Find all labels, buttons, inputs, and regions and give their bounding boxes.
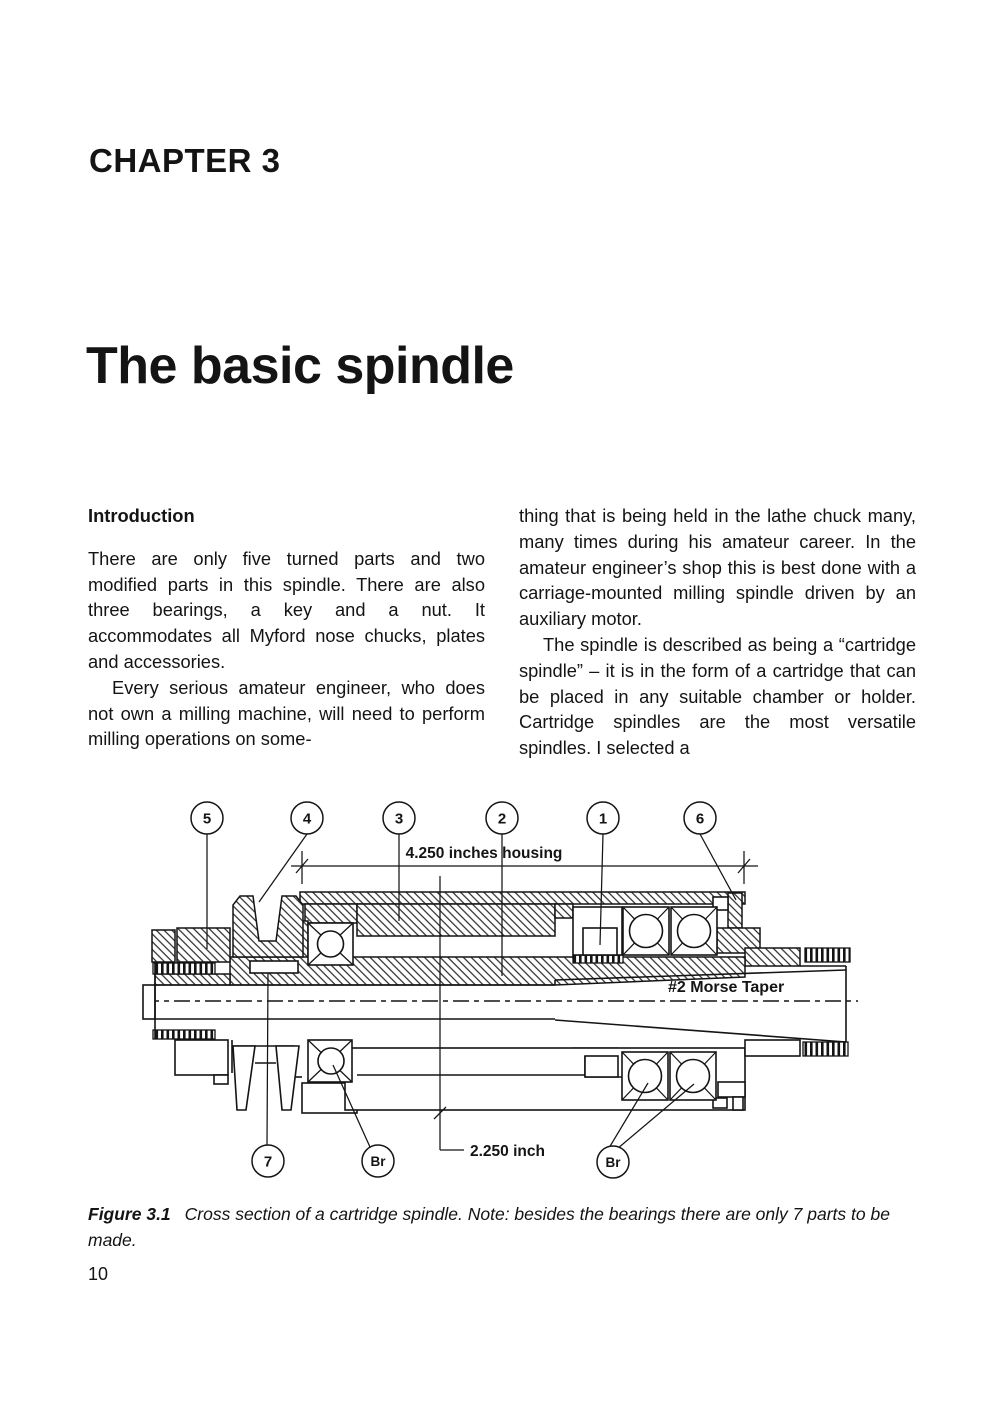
paragraph: thing that is being held in the lathe chuck many, many times during his amateur career. In the amateur engineer’s shop this is best done with a carriage-mounted milling spindle driven by an auxiliary motor. — [519, 505, 916, 630]
callout-5: 5 — [202, 810, 212, 828]
callout-br-right: Br — [605, 1155, 621, 1170]
text-column-right — [519, 503, 916, 761]
paragraph: The spindle is described as being a “cartridge spindle” – it is in the form of a cartridge that can be placed in any suitable chamber or holder. Cartridge spindles are the most versatile spindles. I selected a — [519, 633, 916, 759]
page-title: The basic spindle — [86, 337, 514, 395]
nut-section-hatched — [152, 928, 230, 962]
pulley-section-hatched — [233, 896, 303, 957]
text-column-left — [88, 503, 485, 752]
bearing-spacer — [573, 907, 622, 955]
key-part — [250, 961, 298, 973]
dimension-housing-length — [291, 845, 758, 884]
spindle-cross-section-figure — [140, 790, 880, 1195]
bearing-upper-left — [308, 923, 353, 965]
paragraph: There are only five turned parts and two modified parts in this spindle. There are also three bearings, a key and a nut. It accommodates all Myford nose chucks, plates and accessories. — [88, 547, 485, 672]
dimension-housing-label: 4.250 inches housing — [405, 845, 563, 862]
bearing-upper-right-pair — [623, 907, 717, 955]
callout-4: 4 — [302, 810, 312, 828]
callout-3: 3 — [394, 810, 404, 828]
figure-caption — [88, 1201, 921, 1253]
chapter-heading: CHAPTER 3 — [89, 142, 281, 179]
dimension-shaft-label: 2.250 inch — [470, 1143, 545, 1160]
bearing-lower-left — [308, 1040, 352, 1082]
morse-taper-label: #2 Morse Taper — [668, 979, 785, 996]
figure-caption-text: Cross section of a cartridge spindle. Note: besides the bearings there are only 7 parts to be made. — [88, 1204, 890, 1250]
callout-7: 7 — [263, 1153, 273, 1171]
callout-1: 1 — [598, 810, 608, 828]
callout-br-left: Br — [370, 1154, 386, 1169]
paragraph: Every serious amateur engineer, who does not own a milling machine, will need to perform milling operations on some- — [88, 676, 485, 750]
callout-6: 6 — [695, 810, 705, 828]
shaft-section-hatched — [155, 957, 745, 985]
section-heading: Introduction — [88, 505, 195, 526]
callout-balloons-top — [191, 802, 716, 834]
page-number: 10 — [88, 1264, 109, 1284]
figure-caption-label: Figure 3.1 — [88, 1204, 171, 1224]
callout-2: 2 — [497, 810, 507, 828]
